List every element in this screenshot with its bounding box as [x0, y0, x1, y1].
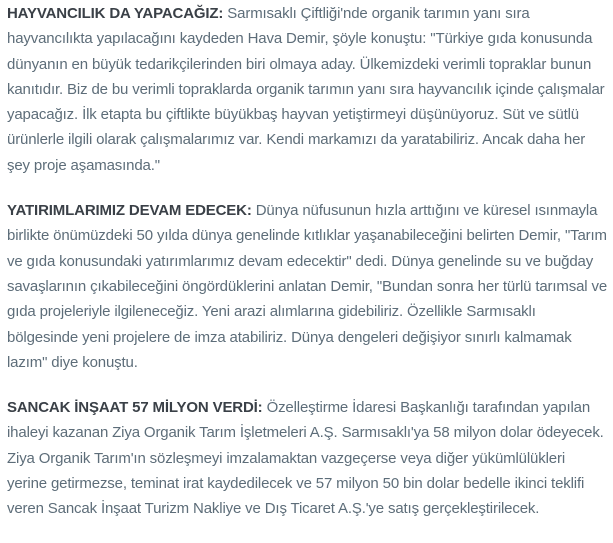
paragraph-heading: SANCAK İNŞAAT 57 MİLYON VERDİ:	[7, 399, 263, 417]
paragraph-text: Özelleştirme İdaresi Başkanlığı tarafından yapılan ihaleyi kazanan Ziya Organik Tarım İşletmeleri A.Ş. Sarmısaklı'ya 58 milyon dolar ödeyecek. Ziya Organik Tarım'ın sözleşmeyi imzalamaktan vazgeçerse veya diğer yükümlülükleri yerine getirmezse, teminat irat kaydedilecek ve 57 milyon 50 bin dolar bedelle ikinci teklifi veren Sancak İnşaat Turizm Nakliye ve Dış Ticaret A.Ş.'ye satış gerçekleştirilecek.	[7, 399, 604, 518]
paragraph-text: Dünya nüfusunun hızla arttığını ve küresel ısınmayla birlikte önümüzdeki 50 yılda dünya genelinde kıtlıklar yaşanabileceğini belirten Demir, "Tarım ve gıda konusundaki yatırımlarımız devam edecektir" dedi. Dünya genelinde su ve buğday savaşlarının çıkabileceğini öngördüklerini anlatan Demir, "Bundan sonra her türlü tarımsal ve gıda projeleriyle ilgileneceğiz. Yeni arazi alımlarına gidebiliriz. Özellikle Sarmısaklı bölgesinde yeni projelere de imza atabiliriz. Dünya dengeleri değişiyor sınırlı kalmamak lazım" diye konuştu.	[7, 202, 608, 371]
paragraph-heading: HAYVANCILIK DA YAPACAĞIZ:	[7, 5, 224, 22]
paragraph-text: Sarmısaklı Çiftliği'nde organik tarımın yanı sıra hayvancılıkta yapılacağını kaydeden Hava Demir, şöyle konuştu: "Türkiye gıda konusunda dünyanın en büyük tedarikçilerinden biri olmaya aday. Ülkemizdeki verimli topraklar bunun kanıtıdır. Biz de bu verimli topraklarda organik tarımın yanı sıra hayvancılık içinde çalışmalar yapacağız. İlk etapta bu çiftlikte büyükbaş hayvan yetiştirmeyi düşünüyoruz. Süt ve sütlü ürünlerle ilgili olarak çalışmalarımız var. Kendi markamızı da yaratabiliriz. Ancak daha her şey proje aşamasında."	[7, 5, 605, 174]
paragraph-heading: YATIRIMLARIMIZ DEVAM EDECEK:	[7, 202, 252, 220]
paragraph-hayvancilik	[7, 1, 608, 178]
paragraph-yatirimlar	[7, 198, 608, 375]
paragraph-sancak-insaat	[7, 395, 608, 521]
